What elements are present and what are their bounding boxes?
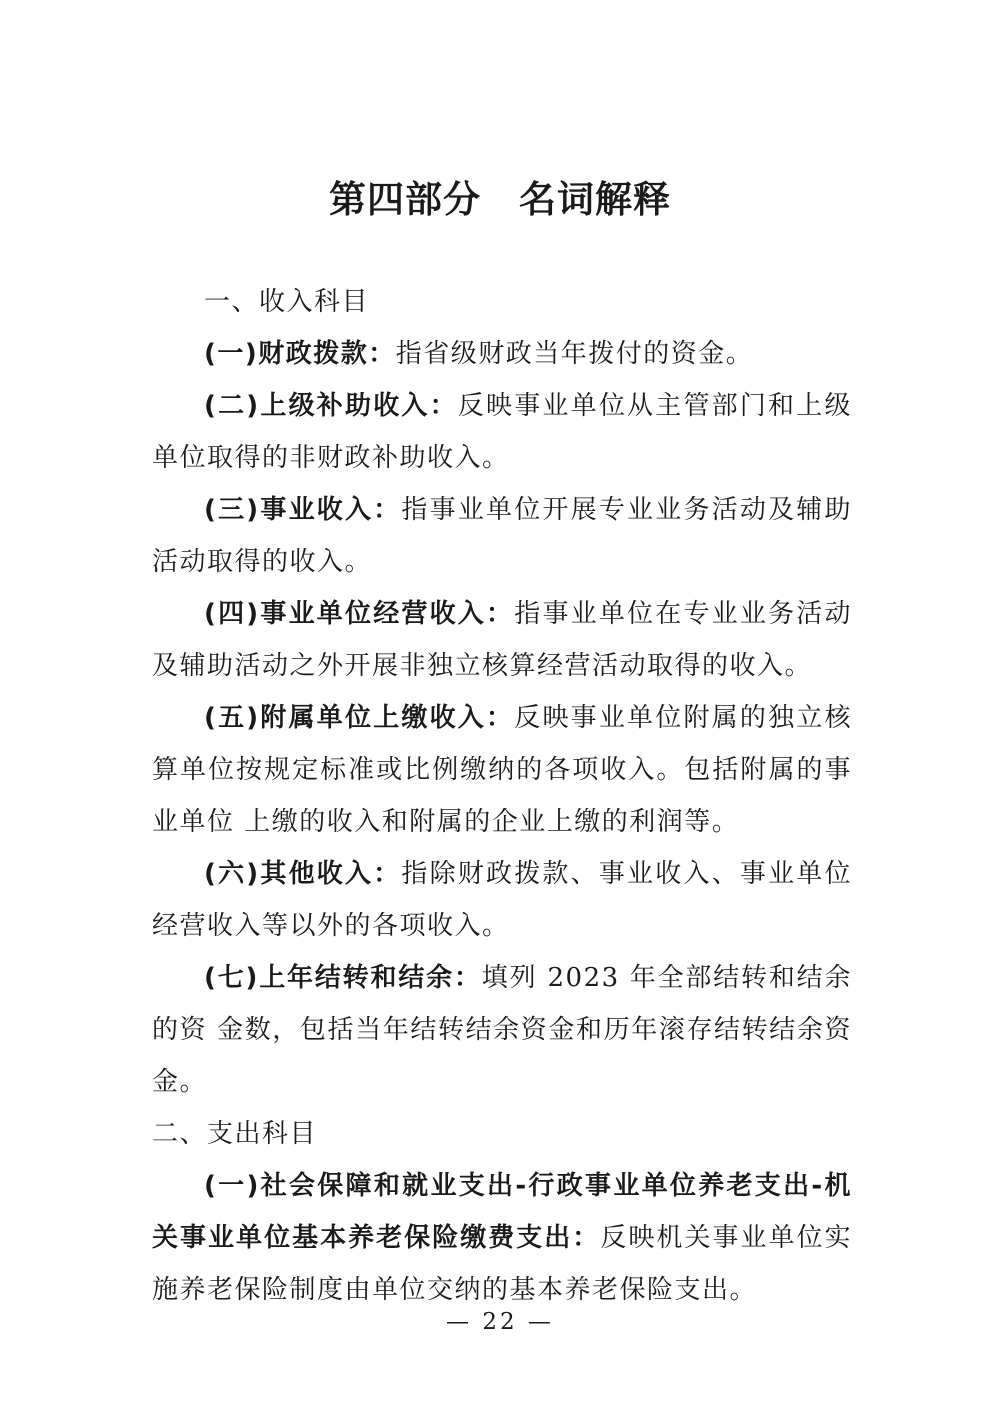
term-label: (三)事业收入： <box>204 495 402 525</box>
term-description: 反映机关事业单位实施养老保险制度由单位交纳的基本养老保险支出。 <box>152 1223 852 1305</box>
term-label: (一)社会保障和就业支出-行政事业单位养老支出-机关事业单位基本养老保险缴费支出： <box>152 1171 852 1253</box>
section-heading-expenditure: 二、支出科目 <box>152 1119 318 1149</box>
term-label: (五)附属单位上缴收入： <box>204 703 515 733</box>
page-number: — 22 — <box>446 1309 554 1335</box>
term-description: 指事业单位在专业业务活动及辅助活动之外开展非独立核算经营活动取得的收入。 <box>152 599 852 681</box>
income-item-carryover-balance <box>152 952 852 1108</box>
income-item-business-income <box>152 484 852 588</box>
term-description: 反映事业单位附属的独立核算单位按规定标准或比例缴纳的各项收入。包括附属的事业单位 上缴的收入和附属的企业上缴的利润等。 <box>152 703 852 837</box>
term-label: (四)事业单位经营收入： <box>204 599 515 629</box>
income-item-superior-subsidy <box>152 380 852 484</box>
term-description: 指省级财政当年拨付的资金。 <box>395 339 754 369</box>
section-heading-income: 一、收入科目 <box>204 287 370 317</box>
term-label: (七)上年结转和结余： <box>204 963 482 993</box>
term-description: 反映事业单位从主管部门和上级单位取得的非财政补助收入。 <box>152 391 852 473</box>
income-item-other-income <box>152 848 852 952</box>
income-item-affiliate-remittance <box>152 692 852 848</box>
expenditure-item-pension-contribution <box>152 1160 852 1316</box>
income-item-operating-income <box>152 588 852 692</box>
term-description: 填列 2023 年全部结转和结余的资 金数，包括当年结转结余资金和历年滚存结转结余资金。 <box>152 963 852 1097</box>
document-body <box>152 276 852 1316</box>
term-label: (六)其他收入： <box>204 859 402 889</box>
term-label: (二)上级补助收入： <box>204 391 458 421</box>
income-item-fiscal-appropriation <box>152 328 852 380</box>
page-title: 第四部分 名词解释 <box>329 178 671 221</box>
term-description: 指事业单位开展专业业务活动及辅助活动取得的收入。 <box>152 495 852 577</box>
term-label: (一)财政拨款： <box>204 339 396 369</box>
term-description: 指除财政拨款、事业收入、事业单位经营收入等以外的各项收入。 <box>152 859 852 941</box>
